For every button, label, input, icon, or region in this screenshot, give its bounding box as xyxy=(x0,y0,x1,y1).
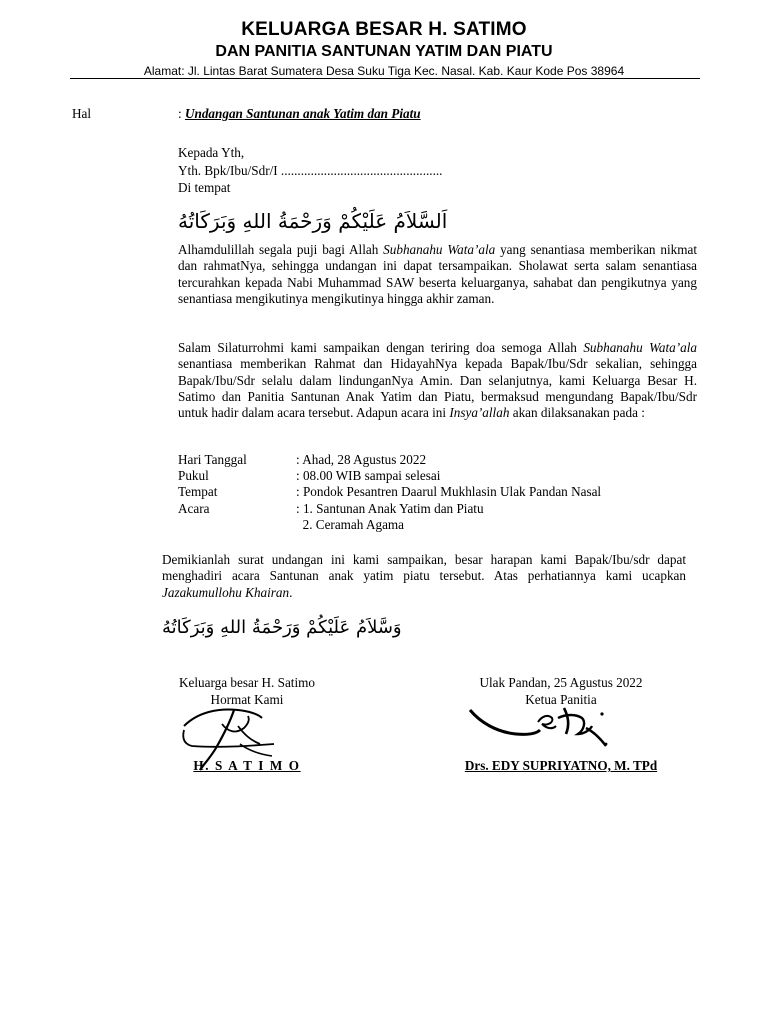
signature-right-line-2: Ketua Panitia xyxy=(525,692,597,707)
paragraph-invitation-text-d: Insya’allah xyxy=(449,405,510,421)
letterhead-title: KELUARGA BESAR H. SATIMO xyxy=(241,19,527,40)
paragraph-closing xyxy=(162,552,686,601)
paragraph-opening-text-c: yang senantiasa memberikan nikmat dan rahmatNya, sehingga undangan ini dapat tersampaikan. Sholawat serta salam senantiasa tercurahkan kepada Nabi Muhammad SAW beserta keluarganya, sahabat dan pengikutnya yang senantiasa mengikutinya mengikutinya hingga akhir zaman. xyxy=(178,242,697,306)
arabic-closing: وَسَّلاَمُ عَلَيْكُمْ وَرَحْمَةُ اللهِ وَبَرَكَاتُهُ xyxy=(162,617,402,638)
signature-left-line-1: Keluarga besar H. Satimo xyxy=(179,675,315,690)
letterhead-divider xyxy=(70,78,700,79)
detail-value: : Ahad, 28 Agustus 2022 xyxy=(296,452,427,467)
signer-name-left: H. S A T I M O xyxy=(193,758,301,773)
paragraph-invitation-text-c: senantiasa memberikan Rahmat dan HidayahNya kepada Bapak/Ibu/Sdr sekalian, sehingga Bapak/Ibu/Sdr selalu dalam lindunganNya Amin. Dan selanjutnya, kami Keluarga Besar H. Satimo dan Panitia Santunan Anak Yatim dan Piatu, bermaksud mengundang Bapak/Ibu/Sdr untuk hadir dalam acara tersebut. Adapun acara ini xyxy=(178,356,697,421)
letterhead xyxy=(0,18,768,79)
paragraph-invitation-text-e: akan dilaksanakan pada : xyxy=(509,405,645,421)
event-details xyxy=(178,452,601,533)
subject-value: Undangan Santunan anak Yatim dan Piatu xyxy=(184,106,421,121)
detail-label: Hari Tanggal xyxy=(178,452,247,467)
paragraph-closing-text-c: . xyxy=(289,584,293,600)
detail-row-date xyxy=(178,452,601,468)
recipient-block xyxy=(178,144,442,197)
detail-value: : Pondok Pesantren Daarul Mukhlasin Ulak Pandan Nasal xyxy=(296,484,602,500)
recipient-line-2: Yth. Bpk/Ibu/Sdr/I ................................................. xyxy=(178,162,443,178)
detail-value: : 1. Santunan Anak Yatim dan Piatu xyxy=(296,500,484,516)
paragraph-opening-text-b: Subhanahu Wata’ala xyxy=(383,242,496,257)
detail-row-event xyxy=(178,501,601,517)
paragraph-opening-text-a: Alhamdulillah segala puji bagi Allah xyxy=(178,242,384,257)
detail-label: Pukul xyxy=(178,468,209,484)
paragraph-invitation-text-b: Subhanahu Wata’ala xyxy=(583,340,697,355)
signature-right-line-1: Ulak Pandan, 25 Agustus 2022 xyxy=(479,675,643,690)
detail-row-time xyxy=(178,468,601,484)
subject-line xyxy=(178,106,421,122)
detail-value: : 08.00 WIB sampai selesai xyxy=(296,468,441,484)
arabic-greeting: اَلسَّلاَمُ عَلَيْكُمْ وَرَحْمَةُ اللهِ وَبَرَكَاتُهُ xyxy=(178,209,448,233)
subject-label: Hal xyxy=(72,106,92,121)
signature-scribble-right xyxy=(466,700,626,756)
subject-colon: : xyxy=(178,106,185,121)
signature-block-left xyxy=(140,674,354,708)
recipient-line-3: Di tempat xyxy=(178,180,231,195)
letterhead-address: Alamat: Jl. Lintas Barat Sumatera Desa Suku Tiga Kec. Nasal. Kab. Kaur Kode Pos 38964 xyxy=(143,64,625,78)
signer-name-right: Drs. EDY SUPRIYATNO, M. TPd xyxy=(464,758,658,773)
detail-label: Acara xyxy=(178,500,210,516)
signature-left-line-2: Hormat Kami xyxy=(210,692,284,707)
paragraph-closing-text-b: Jazakumullohu Khairan xyxy=(162,584,290,600)
detail-label: Tempat xyxy=(178,484,218,500)
paragraph-closing-text-a: Demikianlah surat undangan ini kami sampaikan, besar harapan kami Bapak/Ibu/sdr dapat menghadiri acara Santunan anak yatim piatu tersebut. Atas perhatiannya kami ucapkan xyxy=(162,552,686,584)
recipient-line-1: Kepada Yth, xyxy=(178,145,245,160)
letterhead-subtitle: DAN PANITIA SANTUNAN YATIM DAN PIATU xyxy=(215,43,553,60)
paragraph-invitation-text-a: Salam Silaturrohmi kami sampaikan dengan teriring doa semoga Allah xyxy=(178,340,584,355)
paragraph-invitation xyxy=(178,340,697,421)
paragraph-opening xyxy=(178,242,697,307)
detail-event-item-2: 2. Ceramah Agama xyxy=(296,516,405,532)
detail-row-place xyxy=(178,484,601,500)
